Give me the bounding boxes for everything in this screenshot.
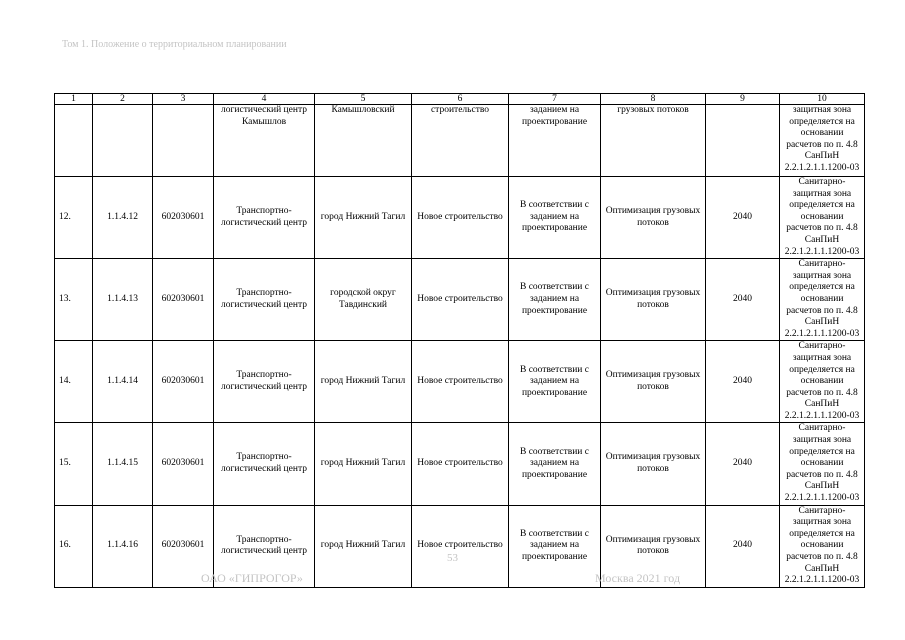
column-header: 6 (412, 94, 509, 105)
table-cell: Транспортно-логистический центр (214, 505, 315, 587)
table-cell: Новое строительство (412, 341, 509, 423)
table-cell: 602030601 (153, 259, 214, 341)
table-cell: Новое строительство (412, 505, 509, 587)
table-cell (153, 105, 214, 177)
table-cell: логистический центр Камышлов (214, 105, 315, 177)
table-cell: В соответствии с заданием на проектирование (509, 177, 601, 259)
table-cell: В соответствии с заданием на проектирование (509, 423, 601, 505)
column-header: 9 (706, 94, 780, 105)
table-cell (55, 105, 93, 177)
table-cell: Оптимизация грузовых потоков (601, 423, 706, 505)
table-cell: Санитарно-защитная зона определяется на основании расчетов по п. 4.8 СанПиН 2.2.1.2.1.1.1200-03 (780, 177, 865, 259)
table-cell: город Нижний Тагил (315, 423, 412, 505)
table-cell: 2040 (706, 505, 780, 587)
table-cell: Камышловский (315, 105, 412, 177)
table-cell: город Нижний Тагил (315, 177, 412, 259)
table-header-row (55, 94, 865, 105)
column-header: 4 (214, 94, 315, 105)
table-cell: город Нижний Тагил (315, 341, 412, 423)
column-header: 5 (315, 94, 412, 105)
table-cell: Новое строительство (412, 423, 509, 505)
table-cell: Санитарно-защитная зона определяется на основании расчетов по п. 4.8 СанПиН 2.2.1.2.1.1.1200-03 (780, 259, 865, 341)
table-cell: Оптимизация грузовых потоков (601, 341, 706, 423)
table-cell: Транспортно-логистический центр (214, 177, 315, 259)
table-row (55, 505, 865, 587)
table-cell: строительство (412, 105, 509, 177)
table-cell: грузовых потоков (601, 105, 706, 177)
column-header: 10 (780, 94, 865, 105)
table-cell: 2040 (706, 259, 780, 341)
table-cell: Оптимизация грузовых потоков (601, 259, 706, 341)
column-header: 2 (93, 94, 153, 105)
page-number: 53 (447, 552, 458, 564)
table-cell: 1.1.4.12 (93, 177, 153, 259)
objects-table (54, 93, 865, 588)
table-cell: 602030601 (153, 505, 214, 587)
table-cell: Транспортно-логистический центр (214, 423, 315, 505)
table-cell: В соответствии с заданием на проектирование (509, 505, 601, 587)
table-cell: Транспортно-логистический центр (214, 341, 315, 423)
table-cell: 602030601 (153, 177, 214, 259)
footer-organization: ОАО «ГИПРОГОР» (201, 571, 303, 585)
table-cell: 1.1.4.15 (93, 423, 153, 505)
table-cell (706, 105, 780, 177)
table-cell: Санитарно-защитная зона определяется на основании расчетов по п. 4.8 СанПиН 2.2.1.2.1.1.1200-03 (780, 423, 865, 505)
table-row (55, 423, 865, 505)
row-number-cell: 14. (55, 341, 93, 423)
table-cell: защитная зона определяется на основании расчетов по п. 4.8 СанПиН 2.2.1.2.1.1.1200-03 (780, 105, 865, 177)
table-row (55, 259, 865, 341)
row-number-cell: 13. (55, 259, 93, 341)
table-cell: В соответствии с заданием на проектирование (509, 259, 601, 341)
table-cell: 2040 (706, 423, 780, 505)
table-cell: 1.1.4.14 (93, 341, 153, 423)
table-cell: Новое строительство (412, 177, 509, 259)
column-header: 1 (55, 94, 93, 105)
column-header: 3 (153, 94, 214, 105)
column-header: 7 (509, 94, 601, 105)
running-title: Том 1. Положение о территориальном планировании (62, 39, 287, 50)
footer-city-year: Москва 2021 год (595, 571, 681, 585)
table-cell: Оптимизация грузовых потоков (601, 505, 706, 587)
table-cell: 1.1.4.16 (93, 505, 153, 587)
table-cell: заданием на проектирование (509, 105, 601, 177)
row-number-cell: 15. (55, 423, 93, 505)
table-cell: Санитарно-защитная зона определяется на основании расчетов по п. 4.8 СанПиН 2.2.1.2.1.1.1200-03 (780, 341, 865, 423)
row-number-cell: 16. (55, 505, 93, 587)
table-cell: Транспортно-логистический центр (214, 259, 315, 341)
table-cell: 602030601 (153, 423, 214, 505)
table-cell: Оптимизация грузовых потоков (601, 177, 706, 259)
table-cell: 1.1.4.13 (93, 259, 153, 341)
table-cell: В соответствии с заданием на проектирование (509, 341, 601, 423)
table-cell: 2040 (706, 177, 780, 259)
table-cell: город Нижний Тагил (315, 505, 412, 587)
table-cell: Новое строительство (412, 259, 509, 341)
table-cell: городской округ Тавдинский (315, 259, 412, 341)
table-cell (93, 105, 153, 177)
table-row-continuation (55, 105, 865, 177)
table-cell: Санитарно-защитная зона определяется на основании расчетов по п. 4.8 СанПиН 2.2.1.2.1.1.1200-03 (780, 505, 865, 587)
table-row (55, 177, 865, 259)
column-header: 8 (601, 94, 706, 105)
table-row (55, 341, 865, 423)
table-cell: 2040 (706, 341, 780, 423)
table-cell: 602030601 (153, 341, 214, 423)
row-number-cell: 12. (55, 177, 93, 259)
